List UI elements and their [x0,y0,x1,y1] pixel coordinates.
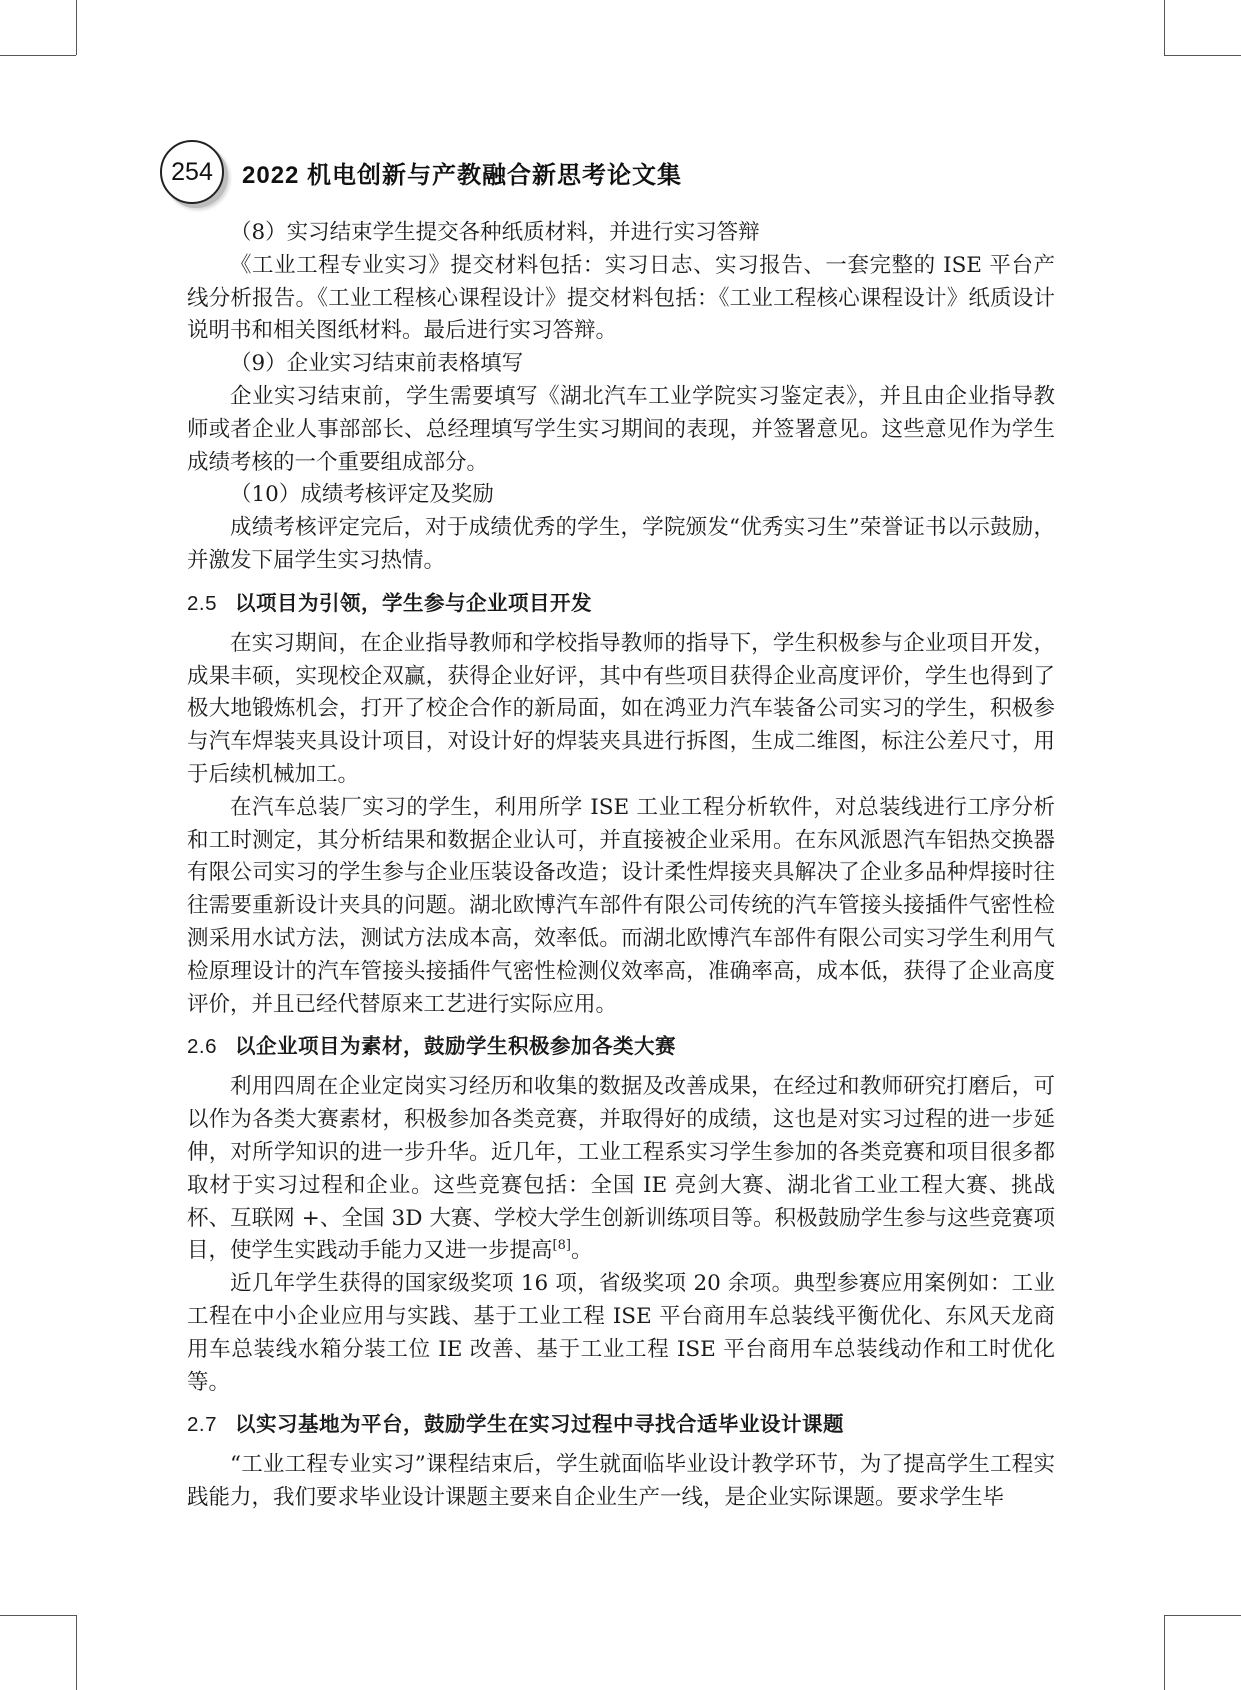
paragraph [187,348,1055,381]
section-title: 以实习基地为平台，鼓励学生在实习过程中寻找合适毕业设计课题 [235,1413,844,1437]
crop-mark [1164,0,1165,55]
book-title: 2022 机电创新与产教融合新思考论文集 [242,161,683,189]
crop-mark [1164,1615,1165,1690]
section-heading [187,588,1055,620]
paragraph-tail: 。 [570,1238,593,1264]
paragraph [187,1071,1055,1268]
paragraph [187,512,1055,578]
crop-mark [76,1615,77,1690]
section-number: 2.5 [187,591,217,615]
paragraph-text: 近几年学生获得的国家级奖项 16 项，省级奖项 20 余项。典型参赛应用案例如：工业工程在中小企业应用与实践、基于工业工程 ISE 平台商用车总装线平衡优化、东风天龙商用车总装线水箱分装工位 IE 改善、基于工业工程 ISE 平台商用车总装线动作和工时优化等。 [187,1271,1055,1395]
section-number: 2.7 [187,1413,217,1437]
paragraph-text: 《工业工程专业实习》提交材料包括：实习日志、实习报告、一套完整的 ISE 平台产线分析报告。《工业工程核心课程设计》提交材料包括：《工业工程核心课程设计》纸质设计说明书和相关图纸材料。最后进行实习答辩。 [187,252,1055,344]
paragraph [187,1268,1055,1399]
crop-mark [76,0,77,55]
page-body [187,217,1055,1515]
page-number-badge [160,140,224,204]
paragraph [187,217,1055,250]
crop-mark [0,1615,76,1616]
paragraph-text: “工业工程专业实习”课程结束后，学生就面临毕业设计教学环节，为了提高学生工程实践能力，我们要求毕业设计课题主要来自企业生产一线，是企业实际课题。要求学生毕 [187,1452,1055,1511]
paragraph-text: 企业实习结束前，学生需要填写《湖北汽车工业学院实习鉴定表》，并且由企业指导教师或者企业人事部部长、总经理填写学生实习期间的表现，并签署意见。这些意见作为学生成绩考核的一个重要组成部分。 [187,383,1055,475]
section-title: 以企业项目为素材，鼓励学生积极参加各类大赛 [235,1035,676,1059]
section-heading [187,1409,1055,1441]
section-heading [187,1031,1055,1063]
paragraph-text: 在汽车总装厂实习的学生，利用所学 ISE 工业工程分析软件，对总装线进行工序分析和工时测定，其分析结果和数据企业认可，并直接被企业采用。在东风派恩汽车铝热交换器有限公司实习的学生参与企业压装设备改造；设计柔性焊接夹具解决了企业多品种焊接时往往需要重新设计夹具的问题。湖北欧博汽车部件有限公司传统的汽车管接头接插件气密性检测采用水试方法，测试方法成本高，效率低。而湖北欧博汽车部件有限公司实习学生利用气检原理设计的汽车管接头接插件气密性检测仪效率高，准确率高，成本低，获得了企业高度评价，并且已经代替原来工艺进行实际应用。 [187,794,1055,1017]
paragraph [187,792,1055,1022]
paragraph-text: （10）成绩考核评定及奖励 [230,482,494,508]
paragraph-text: 成绩考核评定完后，对于成绩优秀的学生，学院颁发“优秀实习生”荣誉证书以示鼓励，并激发下届学生实习热情。 [187,515,1055,573]
section-title: 以项目为引领，学生参与企业项目开发 [235,591,592,615]
page-number: 254 [171,157,213,186]
paragraph [187,628,1055,792]
citation-marker: [8] [552,1238,571,1254]
paragraph [187,479,1055,512]
paragraph [187,1449,1055,1515]
paragraph [187,381,1055,479]
paragraph [187,250,1055,348]
crop-mark [1164,1615,1241,1616]
paragraph-text: （9）企业实习结束前表格填写 [230,351,524,377]
crop-mark [0,55,76,56]
section-number: 2.6 [187,1035,217,1059]
crop-mark [1164,55,1241,56]
paragraph-text: 利用四周在企业定岗实习经历和收集的数据及改善成果，在经过和教师研究打磨后，可以作为各类大赛素材，积极参加各类竞赛，并取得好的成绩，这也是对实习过程的进一步延伸，对所学知识的进一步升华。近几年，工业工程系实习学生参加的各类竞赛和项目很多都取材于实习过程和企业。这些竞赛包括：全国 IE 亮剑大赛、湖北省工业工程大赛、挑战杯、互联网 +、全国 3D 大赛、学校大学生创新训练项目等。积极鼓励学生参与这些竞赛项目，使学生实践动手能力又进一步提高 [187,1074,1055,1264]
paragraph-text: 在实习期间，在企业指导教师和学校指导教师的指导下，学生积极参与企业项目开发，成果丰硕，实现校企双赢，获得企业好评，其中有些项目获得企业高度评价，学生也得到了极大地锻炼机会，打开了校企合作的新局面，如在鸿亚力汽车装备公司实习的学生，积极参与汽车焊装夹具设计项目，对设计好的焊装夹具进行拆图，生成二维图，标注公差尺寸，用于后续机械加工。 [187,630,1055,787]
page-header [160,137,682,207]
paragraph-text: （8）实习结束学生提交各种纸质材料，并进行实习答辩 [230,220,760,245]
